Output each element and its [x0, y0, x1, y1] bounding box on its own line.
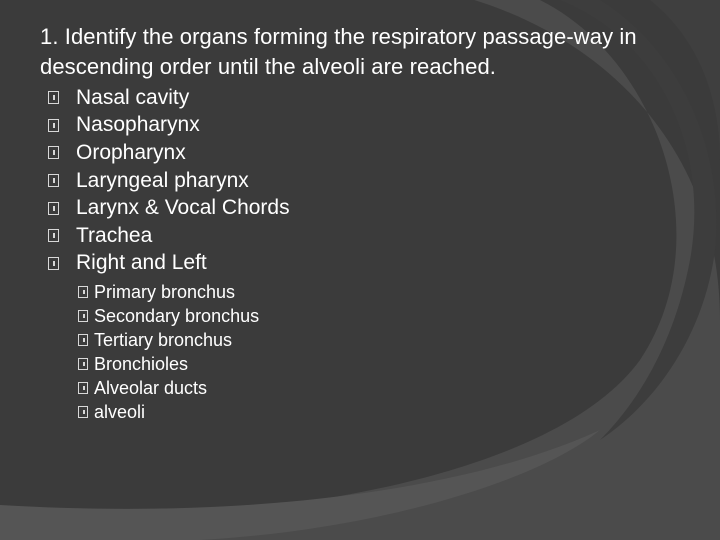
- list-item: [40, 84, 640, 112]
- list-item-label: Nasopharynx: [76, 113, 200, 137]
- sublist-item: [78, 400, 640, 424]
- list-item: [40, 222, 640, 250]
- sublist-item-label: Secondary bronchus: [94, 305, 260, 326]
- missing-glyph-box-icon: [78, 334, 88, 346]
- missing-glyph-box-icon: [48, 91, 59, 104]
- missing-glyph-box-icon: [78, 310, 88, 322]
- sublist-item: [78, 376, 640, 400]
- missing-glyph-box-icon: [48, 257, 59, 270]
- list-item-label: Nasal cavity: [76, 85, 190, 109]
- missing-glyph-box-icon: [48, 229, 59, 242]
- missing-glyph-box-icon: [48, 174, 59, 187]
- bronchial-sublist: [78, 280, 640, 424]
- list-item-label: Larynx & Vocal Chords: [76, 196, 290, 220]
- missing-glyph-box-icon: [78, 286, 88, 298]
- organ-list: [40, 84, 640, 277]
- slide-content: [40, 22, 640, 424]
- missing-glyph-box-icon: [78, 358, 88, 370]
- list-item: [40, 250, 640, 278]
- missing-glyph-box-icon: [48, 202, 59, 215]
- list-item: [40, 112, 640, 140]
- missing-glyph-box-icon: [78, 382, 88, 394]
- list-item-label: Trachea: [76, 223, 153, 247]
- sublist-item-label: alveoli: [94, 401, 146, 422]
- list-item: [40, 167, 640, 195]
- sublist-item-label: Alveolar ducts: [94, 377, 208, 398]
- sublist-item: [78, 304, 640, 328]
- list-item-label: Laryngeal pharynx: [76, 168, 249, 192]
- sublist-item: [78, 328, 640, 352]
- list-item-label: Oropharynx: [76, 140, 186, 164]
- sublist-item-label: Tertiary bronchus: [94, 329, 233, 350]
- sublist-item-label: Primary bronchus: [94, 281, 236, 302]
- missing-glyph-box-icon: [48, 146, 59, 159]
- list-item: [40, 194, 640, 222]
- missing-glyph-box-icon: [48, 119, 59, 132]
- list-item: [40, 139, 640, 167]
- question-text: 1. Identify the organs forming the respiratory passage-way in descending order until the alveoli are reached.: [40, 24, 637, 79]
- sublist-item-label: Bronchioles: [94, 353, 189, 374]
- sublist-item: [78, 352, 640, 376]
- missing-glyph-box-icon: [78, 406, 88, 418]
- list-item-label: Right and Left: [76, 251, 207, 275]
- sublist-item: [78, 280, 640, 304]
